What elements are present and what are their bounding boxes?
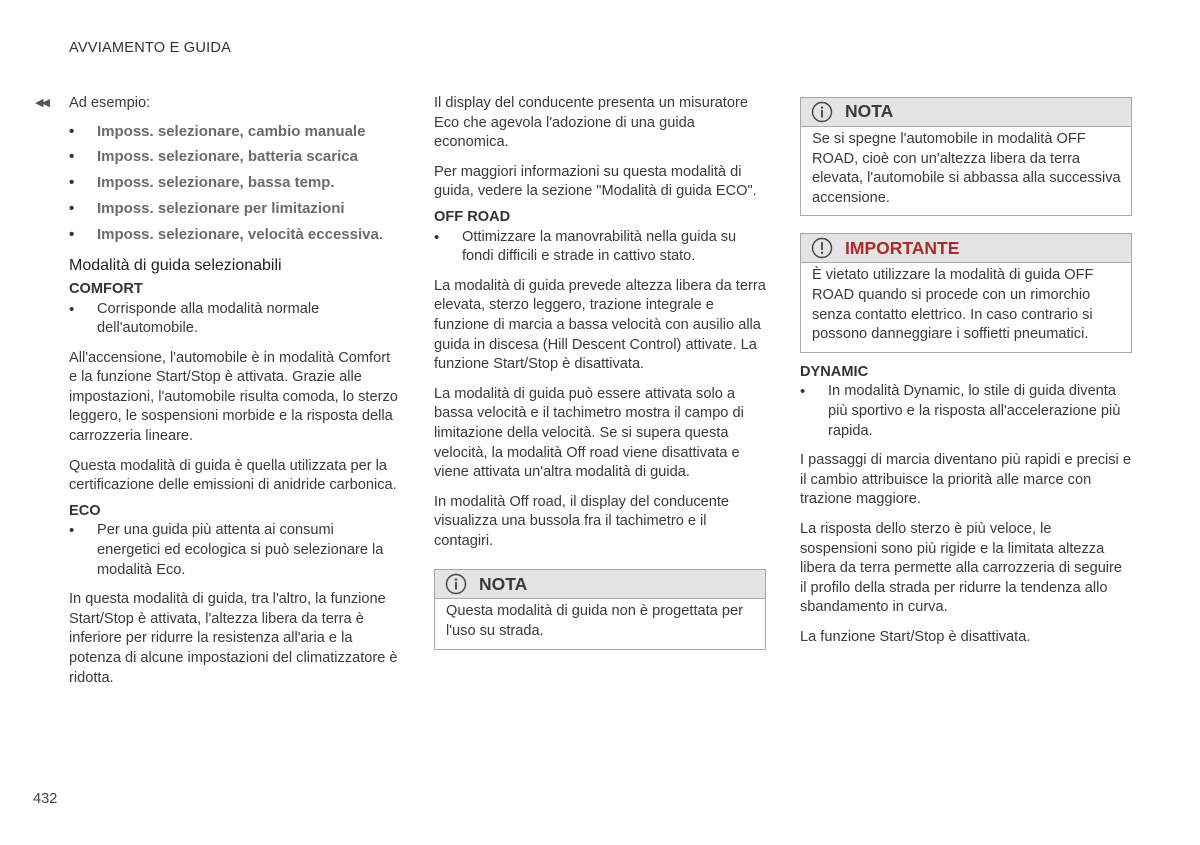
comfort-heading: COMFORT (69, 280, 143, 297)
info-circle-icon (811, 101, 833, 123)
offroad-paragraph-3: In modalità Off road, il display del conducente visualizza una bussola fra il tachimetro e il contagiri. (434, 493, 730, 549)
note-header (801, 98, 1131, 127)
dynamic-paragraph-1: I passaggi di marcia diventano più rapidi e precisi e il cambio attribuisce la priorità alle marce con trazione maggiore. (800, 452, 1131, 508)
offroad-paragraph-1: La modalità di guida prevede altezza libera da terra elevata, sterzo leggero, trazione integrale e funzione di marcia a bassa velocità con ausilio alla guida in discesa (Hill Descent Control) attivate. La funzione Start/Stop è disattivata. (434, 277, 766, 373)
list-item: • Ottimizzare la manovrabilità nella guida su fondi difficili e strade in cattivo stato. (434, 228, 766, 267)
list-item: • Per una guida più attenta ai consumi energetici ed ecologica si può selezionare la modalità Eco. (69, 521, 399, 580)
page-header: AVVIAMENTO E GUIDA (69, 40, 231, 56)
intro-text: Ad esempio: (69, 95, 151, 111)
continuation-icon: ◀◀ (35, 97, 48, 109)
note-header (435, 570, 765, 599)
note-title: NOTA (845, 101, 894, 122)
info-circle-icon (445, 573, 467, 595)
note-body: Se si spegne l'automobile in modalità OFF ROAD, cioè con un'altezza libera da terra elevata, l'automobile si abbassa alla successiva accensione. (812, 131, 1121, 206)
list-item: • Imposs. selezionare, velocità eccessiva. (69, 225, 399, 245)
important-box (800, 233, 1132, 352)
note-box (434, 569, 766, 649)
note-box (800, 97, 1132, 216)
offroad-paragraph-2: La modalità di guida può essere attivata solo a bassa velocità e il tachimetro mostra il campo di limitazione della velocità. Se si supera questa velocità, la modalità Off road viene disattivata e viene attivata un'altra modalità di guida. (434, 385, 744, 481)
important-body: È vietato utilizzare la modalità di guida OFF ROAD quando si procede con un rimorchio senza contatto elettrico. In caso contrario si possono danneggiare i soffietti pneumatici. (812, 267, 1094, 343)
list-item: • Imposs. selezionare, cambio manuale (69, 122, 399, 142)
eco-paragraph-3: Per maggiori informazioni su questa modalità di guida, vedere la sezione "Modalità di guida ECO". (434, 163, 757, 200)
eco-heading: ECO (69, 502, 101, 519)
offroad-bullets (434, 228, 766, 267)
comfort-paragraph-1: All'accensione, l'automobile è in modalità Comfort e la funzione Start/Stop è attivata. Grazie alle impostazioni, l'automobile risulta comoda, lo sterzo leggero, le sospensioni morbide e la risposta della carrozzeria lineare. (69, 349, 398, 445)
dynamic-heading: DYNAMIC (800, 363, 869, 380)
list-item: • Imposs. selezionare per limitazioni (69, 199, 399, 219)
list-item: • Corrisponde alla modalità normale dell'automobile. (69, 300, 399, 339)
column-1 (35, 94, 399, 698)
offroad-heading: OFF ROAD (434, 208, 511, 225)
note-title: NOTA (479, 573, 528, 594)
dynamic-paragraph-3: La funzione Start/Stop è disattivata. (800, 628, 1031, 645)
note-body: Questa modalità di guida non è progettata per l'uso su strada. (446, 603, 743, 640)
comfort-bullets (69, 300, 399, 339)
column-3 (800, 97, 1132, 657)
dynamic-bullets (800, 382, 1132, 441)
comfort-paragraph-2: Questa modalità di guida è quella utilizzata per la certificazione delle emissioni di anidride carbonica. (69, 457, 397, 494)
eco-bullets (69, 521, 399, 580)
column-2 (434, 94, 766, 666)
eco-paragraph-1: In questa modalità di guida, tra l'altro, la funzione Start/Stop è attivata, l'altezza libera da terra è inferiore per ridurre la resistenza all'aria e la potenza di alcune impostazioni del climatizzatore è ridotta. (69, 591, 398, 686)
list-item: • Imposs. selezionare, batteria scarica (69, 147, 399, 167)
section-title: Modalità di guida selezionabili (69, 257, 282, 275)
list-item: • Imposs. selezionare, bassa temp. (69, 173, 399, 193)
message-list (69, 122, 399, 245)
dynamic-paragraph-2: La risposta dello sterzo è più veloce, le sospensioni sono più rigide e la limitata altezza libera da terra permette alla carrozzeria di seguire il profilo della strada per ridurre la tendenza allo sbandamento in curva. (800, 520, 1123, 616)
exclamation-circle-icon (811, 237, 833, 259)
list-item: • In modalità Dynamic, lo stile di guida diventa più sportivo e la risposta all'accelerazione più rapida. (800, 382, 1132, 441)
eco-paragraph-2: Il display del conducente presenta un misuratore Eco che agevola l'adozione di una guida economica. (434, 95, 748, 151)
important-header (801, 234, 1131, 263)
important-title: IMPORTANTE (845, 237, 960, 258)
page-number: 432 (33, 791, 58, 807)
